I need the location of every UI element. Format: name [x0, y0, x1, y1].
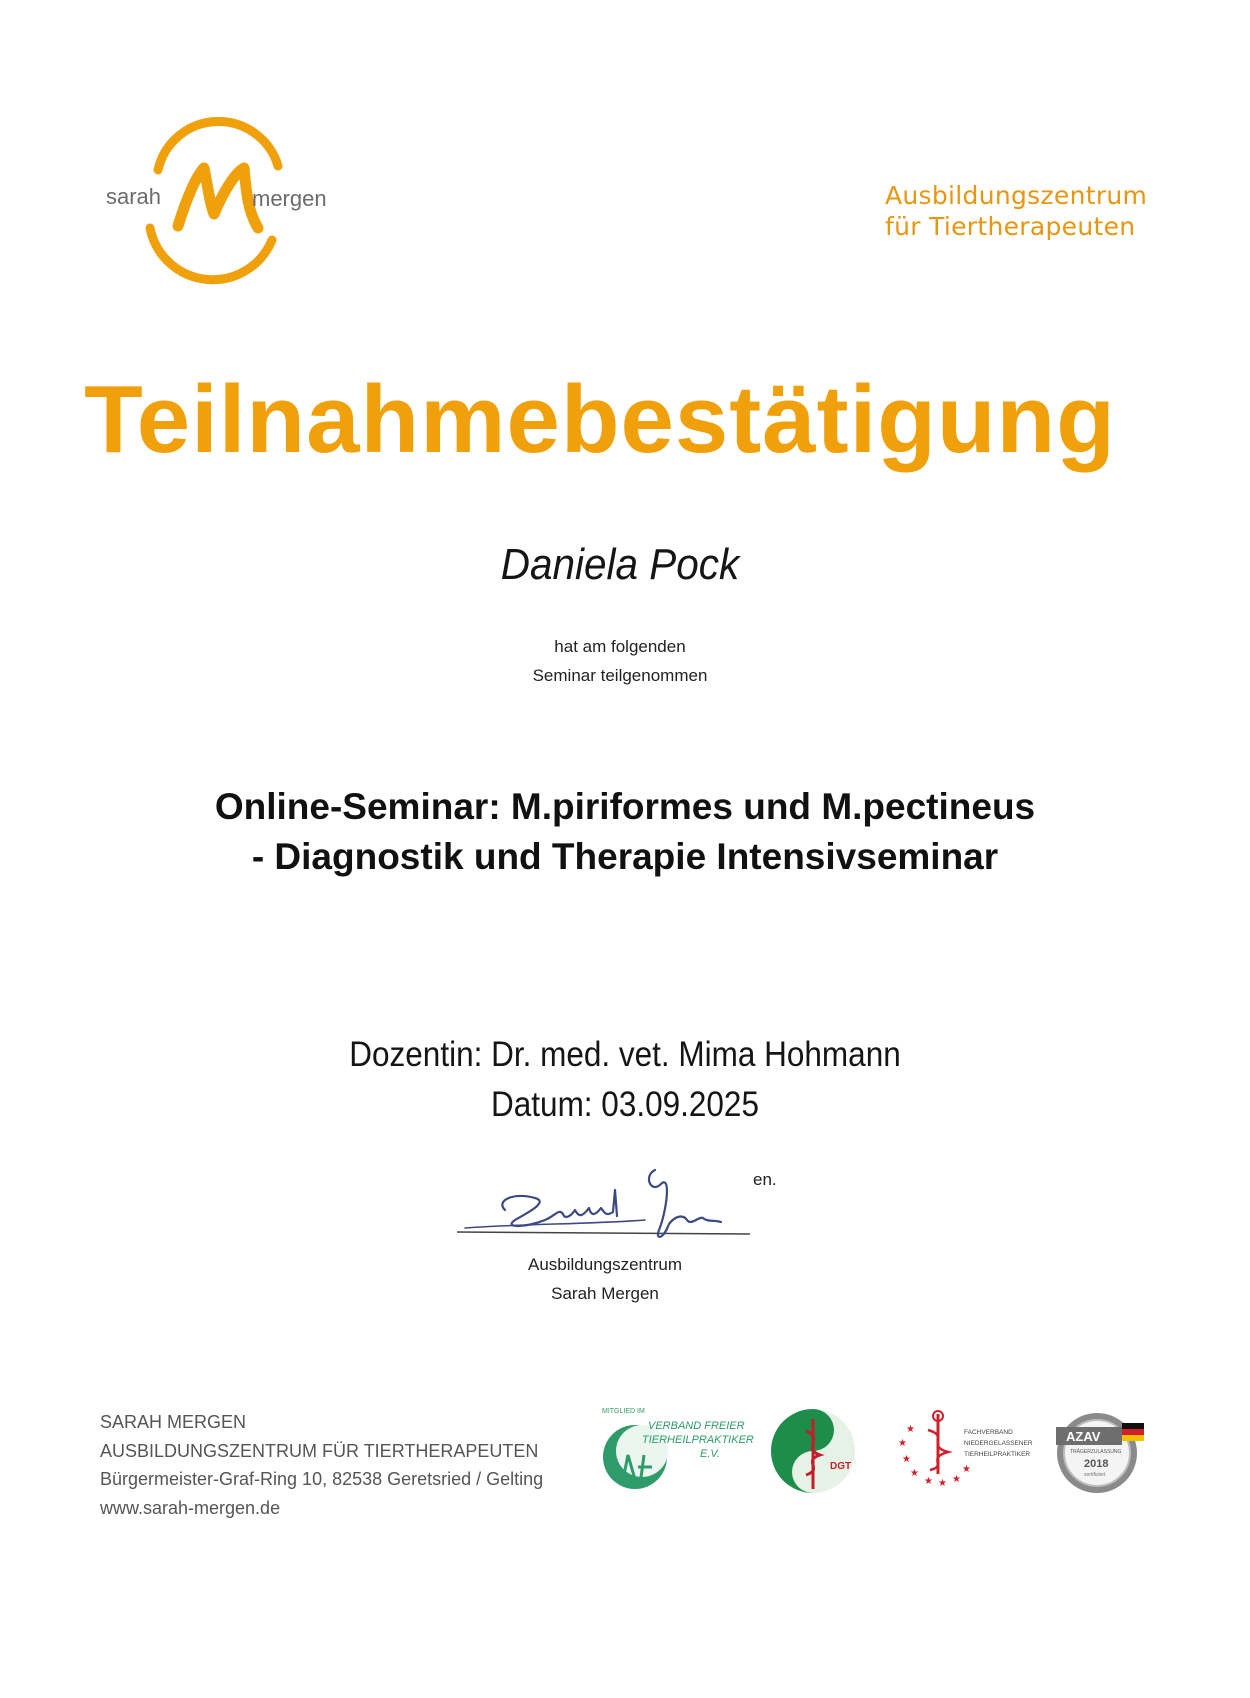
svg-text:★: ★ [902, 1454, 911, 1465]
footer-line-1: SARAH MERGEN [100, 1412, 247, 1432]
seminar-details [63, 1030, 1188, 1130]
azav-badge [1052, 1405, 1147, 1497]
azav-line-3: 2018 [1084, 1458, 1109, 1470]
vft-line-3: TIERHEILPRAKTIKER [642, 1434, 754, 1446]
signer-block [430, 1250, 780, 1308]
svg-text:★: ★ [938, 1478, 947, 1489]
intro-line-2: Seminar teilgenommen [532, 666, 708, 685]
vft-line-1: MITGLIED IM [602, 1408, 645, 1415]
dgt-badge [768, 1405, 858, 1497]
org-line-1: Ausbildungszentrum [885, 181, 1148, 210]
vft-badge [600, 1405, 754, 1497]
footer-line-3: Bürgermeister-Graf-Ring 10, 82538 Geretsried / Gelting [100, 1469, 544, 1489]
fnt-badge [898, 1408, 1038, 1493]
seminar-line-1: Online-Seminar: M.piriformes und M.pectineus [214, 786, 1036, 827]
svg-text:★: ★ [906, 1424, 915, 1435]
footer-website: www.sarah-mergen.de [100, 1497, 281, 1518]
participant-name: Daniela Pock [500, 540, 740, 589]
fnt-line-2: NIEDERGELASSENER [964, 1440, 1033, 1447]
footer-address [100, 1408, 543, 1522]
signer-line-2: Sarah Mergen [551, 1284, 659, 1303]
handwritten-signature [455, 1150, 755, 1250]
signer-line-1: Ausbildungszentrum [527, 1255, 683, 1274]
date-line: Datum: 03.09.2025 [491, 1085, 759, 1124]
svg-text:★: ★ [924, 1476, 933, 1487]
org-header [885, 180, 1147, 242]
seminar-line-2: - Diagnostik und Therapie Intensivseminar [251, 836, 999, 877]
intro-text [0, 632, 1240, 690]
svg-text:★: ★ [962, 1464, 971, 1475]
azav-line-2: TRÄGERZULASSUNG [1070, 1449, 1122, 1455]
svg-text:★: ★ [898, 1438, 907, 1449]
signature-suffix: en. [753, 1170, 777, 1189]
logo-right-text: mergen [252, 186, 327, 211]
footer-line-2: AUSBILDUNGSZENTRUM FÜR TIERTHERAPEUTEN [100, 1440, 539, 1461]
certificate-title: Teilnahmebestätigung [84, 366, 1116, 473]
azav-line-4: zertifiziert [1084, 1472, 1106, 1478]
vft-line-4: E.V. [700, 1448, 720, 1460]
logo-left-text: sarah [106, 184, 162, 209]
azav-line-1: AZAV [1066, 1429, 1101, 1444]
fnt-line-3: TIERHEILPRAKTIKER [964, 1451, 1031, 1458]
intro-line-1: hat am folgenden [554, 637, 686, 656]
fnt-line-1: FACHVERBAND [964, 1429, 1013, 1436]
dgt-label: DGT [830, 1461, 852, 1472]
org-line-2: für Tiertherapeuten [885, 212, 1136, 241]
svg-text:★: ★ [910, 1468, 919, 1479]
svg-text:★: ★ [952, 1474, 961, 1485]
sarah-mergen-logo [100, 128, 335, 278]
vft-line-2: VERBAND FREIER [648, 1420, 745, 1432]
lecturer-line: Dozentin: Dr. med. vet. Mima Hohmann [349, 1035, 901, 1074]
seminar-title [0, 782, 1250, 882]
